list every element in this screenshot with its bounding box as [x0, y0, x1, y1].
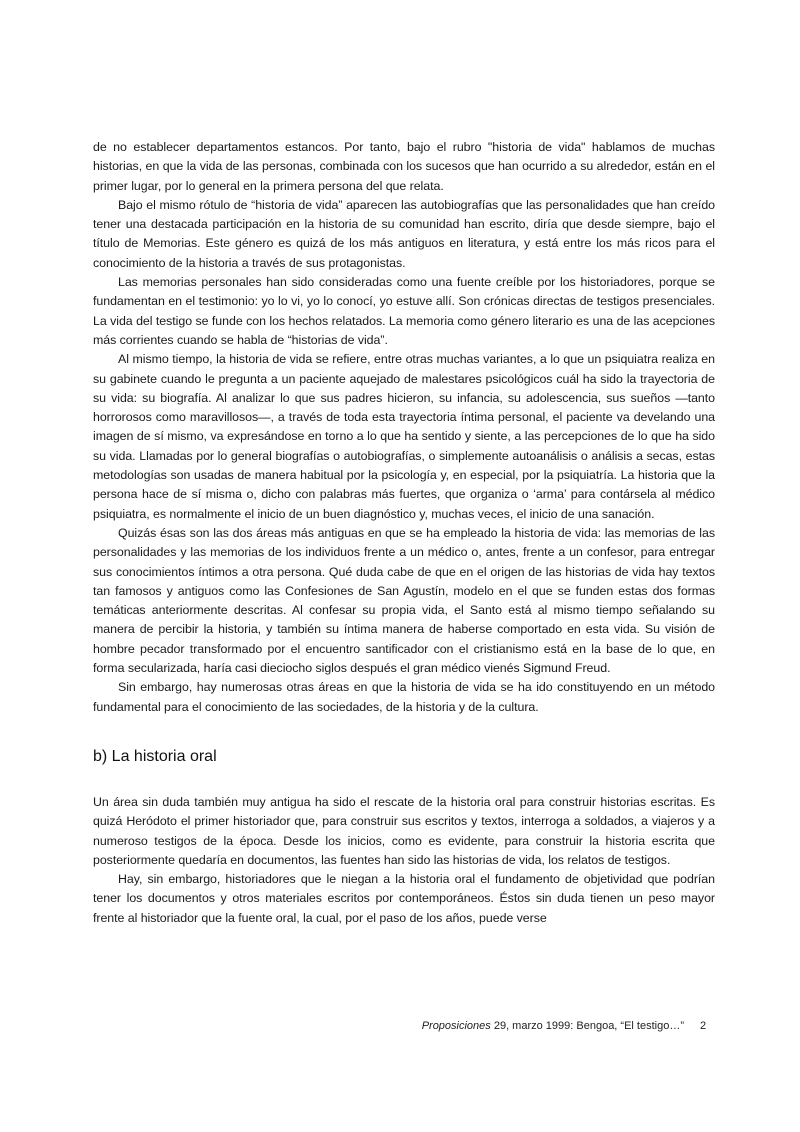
document-page — [93, 138, 715, 928]
body-paragraph: Las memorias personales han sido consideradas como una fuente creíble por los historiadores, porque se fundamentan en el testimonio: yo lo vi, yo lo conocí, yo estuve allí. Son crónicas directas de testigos presenciales. La vida del testigo se funde con los hechos relatados. La memoria como género literario es una de las acepciones más corrientes cuando se habla de “historias de vida”. — [93, 275, 715, 347]
body-paragraph: Bajo el mismo rótulo de “historia de vida” aparecen las autobiografías que las personalidades que han creído tener una destacada participación en la historia de su comunidad han escrito, diría que desde siempre, bajo el título de Memorias. Este género es quizá de los más antiguos en literatura, y está entre los más ricos para el conocimiento de la historia a través de sus protagonistas. — [93, 197, 715, 270]
footer-citation — [422, 1017, 684, 1035]
body-paragraph: de no establecer departamentos estancos. Por tanto, bajo el rubro "historia de vida" hablamos de muchas historias, en que la vida de las personas, combinada con los sucesos que han ocurrido a su alrededor, están en el primer lugar, por lo general en la primera persona del que relata. — [93, 140, 715, 193]
page-footer — [0, 1017, 800, 1035]
body-paragraph: Al mismo tiempo, la historia de vida se refiere, entre otras muchas variantes, a lo que un psiquiatra realiza en su gabinete cuando le pregunta a un paciente aquejado de malestares psicológicos cuál ha sido la trayectoria de su vida: su biografía. Al analizar lo que sus padres hicieron, su infancia, su adolescencia, sus sueños —tanto horrorosos como maravillosos—, a través de toda esta trayectoria íntima personal, el paciente va develando una imagen de sí mismo, va expresándose en torno a lo que ha sentido y siente, a las percepciones de lo que ha sido su vida. Llamadas por lo general biografías o autobiografías, o simplemente autoanálisis o análisis a secas, estas metodologías son usadas de manera habitual por la psicología y, en especial, por la psiquiatría. La historia que la persona hace de sí misma o, dicho con palabras más fuertes, que organiza o ‘arma’ para contársela al médico psiquiatra, es normalmente el inicio de un buen diagnóstico y, muchas veces, el inicio de una sanación. — [93, 352, 715, 521]
page-number: 2 — [700, 1020, 707, 1032]
body-paragraph: Sin embargo, hay numerosas otras áreas en que la historia de vida se ha ido constituyendo en un método fundamental para el conocimiento de las sociedades, de la historia y de la cultura. — [93, 680, 715, 714]
citation-details: 29, marzo 1999: Bengoa, “El testigo…” — [490, 1020, 684, 1032]
section-heading: b) La historia oral — [93, 747, 217, 765]
journal-name: Proposiciones — [421, 1020, 491, 1032]
body-paragraph: Un área sin duda también muy antigua ha sido el rescate de la historia oral para construir historias escritas. Es quizá Heródoto el primer historiador que, para construir sus escritos y textos, interroga a soldados, a viajeros y a numeroso testigos de la época. Desde los inicios, como es evidente, para construir la historia escrita que posteriormente quedaría en documentos, las fuentes han sido las historias de vida, los relatos de testigos. — [93, 794, 715, 867]
body-paragraph: Quizás ésas son las dos áreas más antiguas en que se ha empleado la historia de vida: las memorias de las personalidades y las memorias de los individuos frente a un médico o, antes, frente a un confesor, para entregar sus conocimientos íntimos a otra persona. Qué duda cabe de que en el origen de las historias de vida hay textos tan famosos y antiguos como las Confesiones de San Agustín, modelo en el que se funden estas dos formas temáticas anteriormente descritas. Al confesar su propia vida, el Santo está al mismo tiempo señalando su manera de percibir la historia, y también su íntima manera de haberse comportado en esta vida. Su visión de hombre pecador transformado por el encuentro santificador con el cristianismo está en la base de lo que, en forma secularizada, haría casi dieciocho siglos después el gran médico vienés Sigmund Freud. — [93, 525, 715, 676]
body-paragraph: Hay, sin embargo, historiadores que le niegan a la historia oral el fundamento de objetividad que podrían tener los documentos y otros materiales escritos por contemporáneos. Éstos sin duda tienen un peso mayor frente al historiador que la fuente oral, la cual, por el paso de los años, puede verse — [93, 872, 715, 925]
